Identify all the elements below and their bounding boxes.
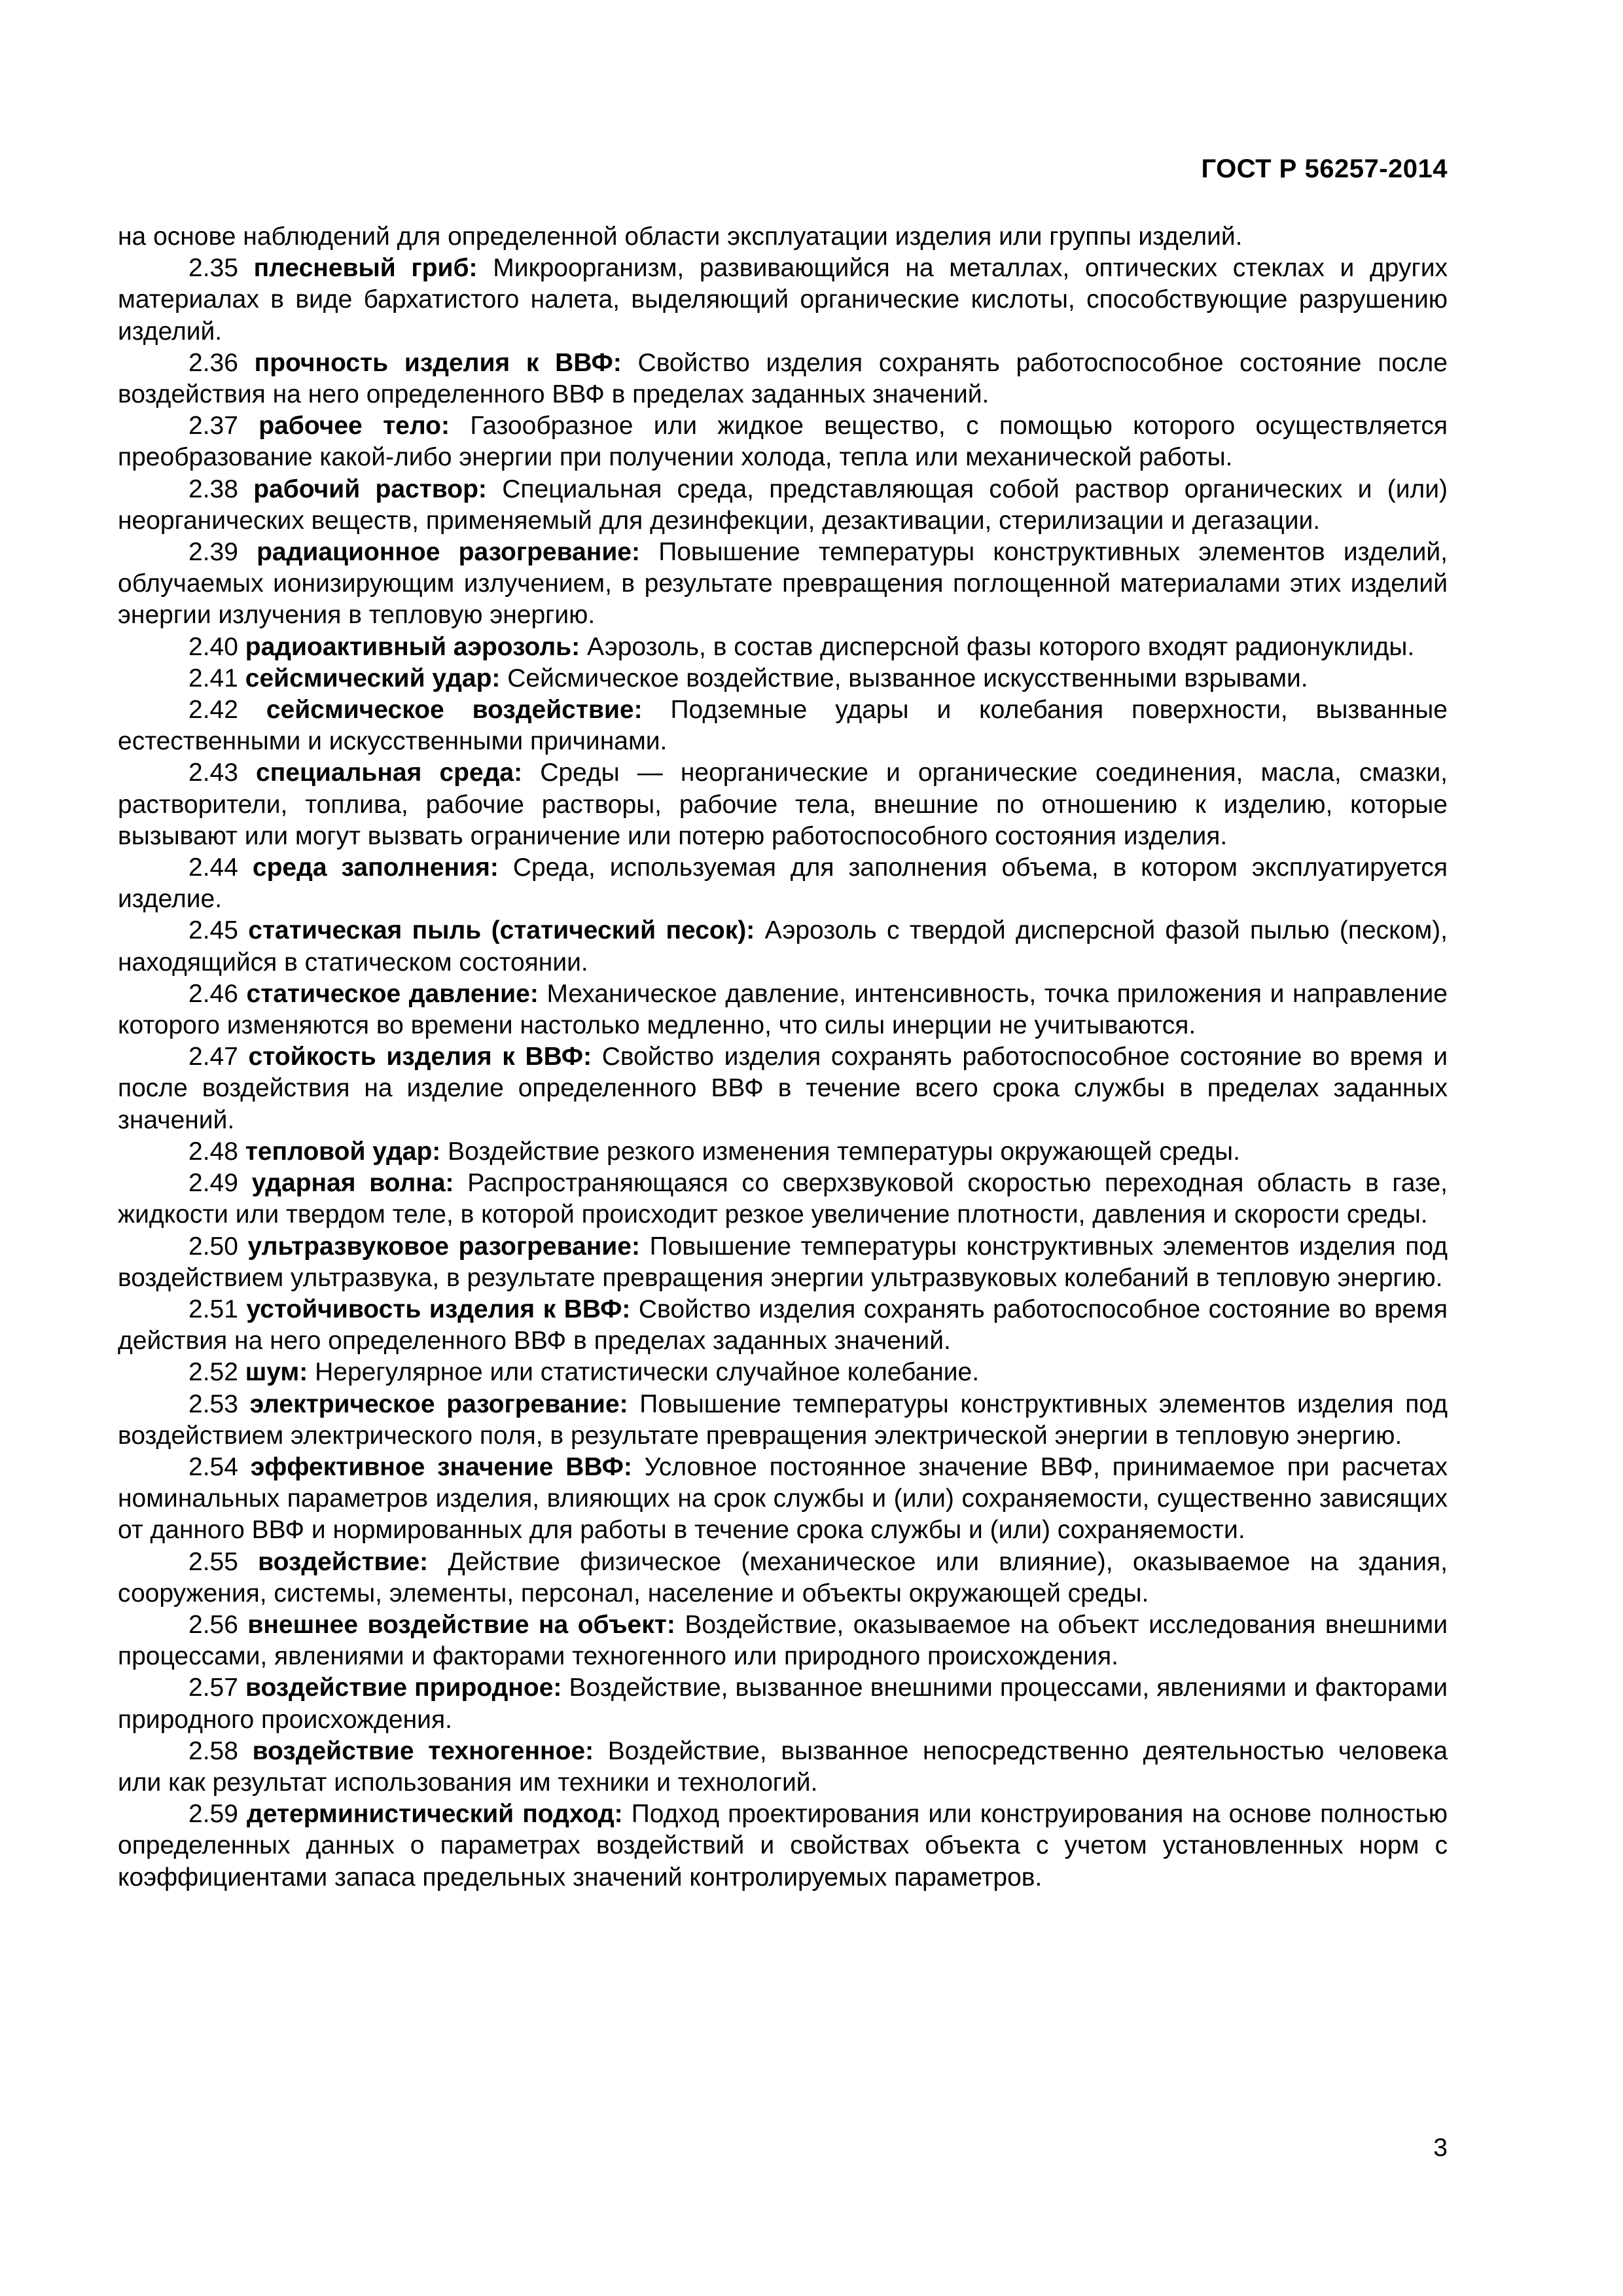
term-definition: Специальная среда, представляющая собой раствор органических и (или) неорганических веществ, применяемый для дезинфекции, дезактивации, стерилизации и дегазации.: [118, 475, 1448, 535]
term-name: сейсмический удар:: [245, 664, 501, 692]
term-name: рабочий раствор:: [253, 475, 487, 503]
term-number: 2.37: [188, 412, 238, 440]
page-number: 3: [1433, 2134, 1448, 2162]
term-number: 2.42: [188, 696, 238, 725]
term-number: 2.59: [188, 1800, 238, 1829]
term-entry: [118, 1609, 1448, 1672]
term-definition: Воздействие, оказываемое на объект исследования внешними процессами, явлениями и факторами техногенного или природного происхождения.: [118, 1610, 1448, 1671]
term-number: 2.51: [188, 1295, 238, 1323]
term-entry: [118, 852, 1448, 915]
term-entry: [118, 632, 1448, 663]
document-body: [118, 221, 1448, 1893]
term-definition: Повышение температуры конструктивных элементов изделия под воздействием электрического поля, в результате превращения электрической энергии в тепловую энергию.: [118, 1390, 1448, 1450]
term-entry: [118, 474, 1448, 537]
term-name: прочность изделия к ВВФ:: [254, 348, 622, 377]
term-number: 2.43: [188, 759, 238, 787]
term-name: воздействие техногенное:: [252, 1736, 594, 1765]
term-entry: [118, 1168, 1448, 1230]
term-entry: [118, 1672, 1448, 1735]
term-entry: [118, 1041, 1448, 1136]
term-number: 2.41: [188, 664, 238, 692]
term-number: 2.49: [188, 1169, 238, 1198]
term-name: ультразвуковое разогревание:: [247, 1232, 640, 1261]
term-number: 2.47: [188, 1043, 238, 1071]
term-name: статическое давление:: [246, 979, 539, 1008]
term-definition: Свойство изделия сохранять работоспособное состояние во время и после воздействия на изделие определенного ВВФ в течение всего срока службы в пределах заданных значений.: [118, 1043, 1448, 1134]
term-definition: Аэрозоль с твердой дисперсной фазой пылью (песком), находящийся в статическом состоянии.: [118, 916, 1448, 977]
term-entry: [118, 694, 1448, 757]
term-entry: [118, 1357, 1448, 1388]
term-name: рабочее тело:: [259, 412, 450, 440]
term-entry: [118, 757, 1448, 852]
term-number: 2.38: [188, 475, 238, 503]
term-definition: Воздействие, вызванное непосредственно деятельностью человека или как результат использования им техники и технологий.: [118, 1736, 1448, 1797]
document-header: ГОСТ Р 56257-2014: [1201, 154, 1448, 183]
term-definition: Воздействие резкого изменения температуры окружающей среды.: [448, 1137, 1240, 1166]
term-name: сейсмическое воздействие:: [266, 696, 643, 725]
term-number: 2.45: [188, 916, 238, 945]
term-list: [118, 253, 1448, 1893]
term-name: эффективное значение ВВФ:: [250, 1452, 632, 1481]
term-definition: Свойство изделия сохранять работоспособное состояние во время действия на него определенного ВВФ в пределах заданных значений.: [118, 1295, 1448, 1355]
term-entry: [118, 978, 1448, 1041]
term-definition: Подземные удары и колебания поверхности, вызванные естественными и искусственными причинами.: [118, 696, 1448, 756]
term-definition: Сейсмическое воздействие, вызванное искусственными взрывами.: [507, 664, 1308, 692]
term-entry: [118, 915, 1448, 978]
term-entry: [118, 1547, 1448, 1609]
term-entry: [118, 1736, 1448, 1799]
term-definition: Среда, используемая для заполнения объема, в котором эксплуатируется изделие.: [118, 853, 1448, 914]
term-definition: Среды — неорганические и органические соединения, масла, смазки, растворители, топлива, рабочие растворы, рабочие тела, внешние по отношению к изделию, которые вызывают или могут вызвать ограничение или потерю работоспособного состояния изделия.: [118, 759, 1448, 850]
term-definition: Повышение температуры конструктивных элементов изделий, облучаемых ионизирующим излучением, в результате превращения поглощенной материалами этих изделий энергии излучения в тепловую энергию.: [118, 538, 1448, 630]
term-entry: [118, 1389, 1448, 1452]
term-number: 2.44: [188, 853, 238, 882]
term-entry: [118, 1452, 1448, 1547]
term-name: внешнее воздействие на объект:: [247, 1610, 675, 1639]
term-name: детерминистический подход:: [247, 1800, 623, 1829]
term-number: 2.56: [188, 1610, 238, 1639]
term-number: 2.50: [188, 1232, 238, 1261]
term-entry: [118, 1136, 1448, 1168]
term-name: статическая пыль (статический песок):: [248, 916, 755, 945]
term-definition: Аэрозоль, в состав дисперсной фазы которого входят радионуклиды.: [586, 632, 1415, 661]
term-name: тепловой удар:: [245, 1137, 441, 1166]
term-entry: [118, 537, 1448, 632]
term-entry: [118, 348, 1448, 410]
term-number: 2.36: [188, 348, 238, 377]
term-entry: [118, 253, 1448, 348]
term-definition: Повышение температуры конструктивных элементов изделия под воздействием ультразвука, в результате превращения энергии ультразвуковых колебаний в тепловую энергию.: [118, 1232, 1448, 1292]
term-definition: Свойство изделия сохранять работоспособное состояние после воздействия на него определенного ВВФ в пределах заданных значений.: [118, 348, 1448, 409]
term-entry: [118, 410, 1448, 473]
term-name: воздействие:: [258, 1547, 429, 1576]
term-number: 2.57: [188, 1674, 238, 1702]
term-number: 2.48: [188, 1137, 238, 1166]
term-definition: Условное постоянное значение ВВФ, принимаемое при расчетах номинальных параметров изделия, влияющих на срок службы и (или) сохраняемости, существенно зависящих от данного ВВФ и нормированных для работы в течение срока службы и (или) сохраняемости.: [118, 1452, 1448, 1545]
term-name: среда заполнения:: [252, 853, 499, 882]
term-number: 2.53: [188, 1390, 238, 1418]
term-number: 2.55: [188, 1547, 238, 1576]
term-name: ударная волна:: [251, 1169, 454, 1198]
term-number: 2.35: [188, 254, 238, 283]
term-name: плесневый гриб:: [253, 254, 478, 283]
term-number: 2.46: [188, 979, 238, 1008]
term-number: 2.54: [188, 1452, 238, 1481]
term-definition: Газообразное или жидкое вещество, с помощью которого осуществляется преобразование какой-либо энергии при получении холода, тепла или механической работы.: [118, 412, 1448, 472]
term-name: специальная среда:: [256, 759, 523, 787]
term-definition: Микроорганизм, развивающийся на металлах, оптических стеклах и других материалах в виде бархатистого налета, выделяющий органические кислоты, способствующие разрушению изделий.: [118, 254, 1448, 346]
term-definition: Механическое давление, интенсивность, точка приложения и направление которого изменяются во времени настолько медленно, что силы инерции не учитываются.: [118, 979, 1448, 1040]
term-entry: [118, 1294, 1448, 1357]
term-name: радиационное разогревание:: [257, 538, 640, 567]
term-number: 2.58: [188, 1736, 238, 1765]
continuation-paragraph: на основе наблюдений для определенной области эксплуатации изделия или группы изделий.: [118, 223, 1243, 251]
term-definition: Нерегулярное или статистически случайное колебание.: [315, 1358, 980, 1387]
term-definition: Подход проектирования или конструирования на основе полностью определенных данных о параметрах воздействий и свойствах объекта с учетом установленных норм с коэффициентами запаса предельных значений контролируемых параметров.: [118, 1800, 1448, 1892]
term-number: 2.40: [188, 632, 238, 661]
term-definition: Распространяющаяся со сверхзвуковой скоростью переходная область в газе, жидкости или твердом теле, в которой происходит резкое увеличение плотности, давления и скорости среды.: [118, 1169, 1448, 1229]
term-name: стойкость изделия к ВВФ:: [248, 1043, 592, 1071]
term-definition: Воздействие, вызванное внешними процессами, явлениями и факторами природного происхождения.: [118, 1674, 1448, 1734]
term-entry: [118, 1799, 1448, 1893]
term-name: радиоактивный аэрозоль:: [245, 632, 580, 661]
term-name: электрическое разогревание:: [249, 1390, 628, 1418]
term-name: устойчивость изделия к ВВФ:: [246, 1295, 631, 1323]
term-definition: Действие физическое (механическое или влияние), оказываемое на здания, сооружения, системы, элементы, персонал, население и объекты окружающей среды.: [118, 1547, 1448, 1607]
term-entry: [118, 663, 1448, 694]
term-number: 2.52: [188, 1358, 238, 1387]
term-name: шум:: [245, 1358, 308, 1387]
term-number: 2.39: [188, 538, 238, 567]
term-name: воздействие природное:: [245, 1674, 562, 1702]
term-entry: [118, 1231, 1448, 1294]
